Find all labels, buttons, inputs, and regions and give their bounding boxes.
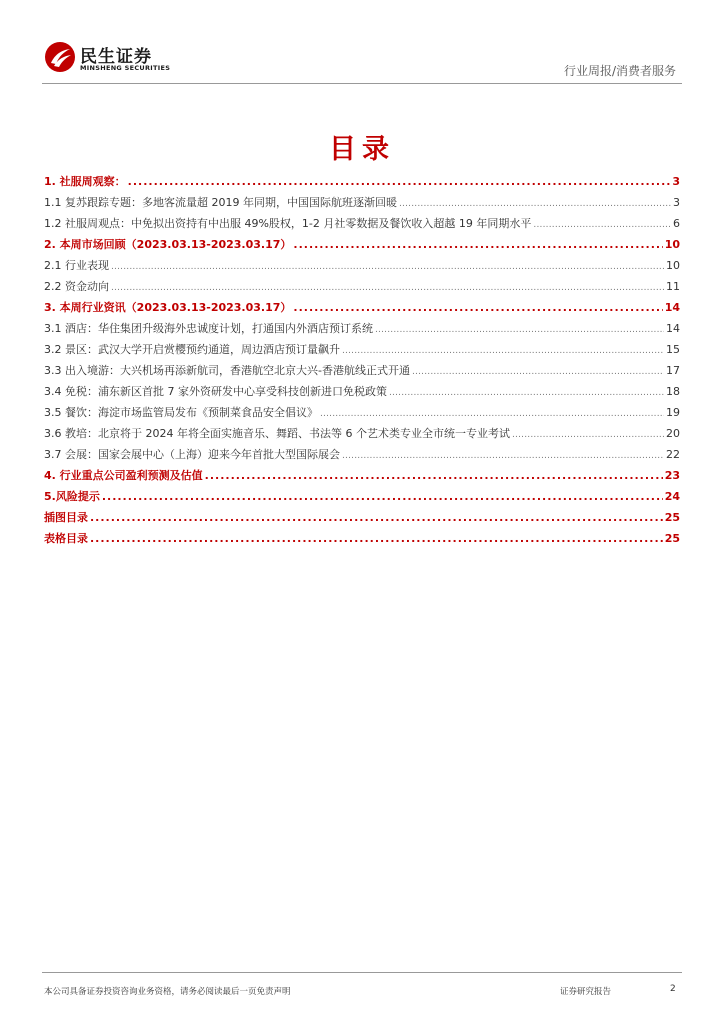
toc-entry-page: 24 — [664, 490, 680, 503]
logo-text-cn: 民生证券 — [80, 47, 152, 67]
toc-entry-title: 2.1 行业表现 — [44, 259, 109, 272]
footer-disclaimer: 本公司具备证券投资咨询业务资格，请务必阅读最后一页免责声明 — [44, 987, 291, 997]
toc-entry[interactable] — [44, 444, 680, 465]
toc-entry-title: 1.1 复苏跟踪专题：多地客流量超 2019 年同期，中国国际航班逐渐回暖 — [44, 196, 397, 209]
toc-entry-title: 2. 本周市场回顾（2023.03.13-2023.03.17） — [44, 238, 292, 251]
toc-entry-page: 10 — [666, 259, 680, 272]
toc-entry-page: 19 — [666, 406, 680, 419]
toc-entry[interactable] — [44, 360, 680, 381]
toc-dot-leader — [342, 446, 664, 467]
toc-entry-page: 25 — [664, 511, 680, 524]
toc-entry[interactable] — [44, 234, 680, 255]
logo-text-en: MINSHENG SECURITIES — [80, 64, 171, 72]
toc-entry[interactable] — [44, 465, 680, 486]
report-category: 行业周报/消费者服务 — [563, 64, 676, 78]
footer-report-type: 证券研究报告 — [560, 987, 612, 997]
toc-dot-leader — [293, 297, 662, 318]
toc-dot-leader — [389, 383, 664, 404]
toc-entry[interactable] — [44, 528, 680, 549]
toc-entry-title: 1. 社服周观察： — [44, 175, 126, 188]
toc-entry-title: 插图目录 — [44, 511, 88, 524]
toc-entry[interactable] — [44, 339, 680, 360]
toc-dot-leader — [375, 320, 664, 341]
toc-entry[interactable] — [44, 276, 680, 297]
toc-entry[interactable] — [44, 297, 680, 318]
toc-dot-leader — [128, 171, 671, 192]
page-title: 目录 — [329, 134, 395, 165]
toc-entry[interactable] — [44, 423, 680, 444]
page-number: 2 — [670, 984, 676, 994]
toc-entry-title: 3.7 会展：国家会展中心（上海）迎来今年首批大型国际展会 — [44, 448, 340, 461]
toc-entry[interactable] — [44, 486, 680, 507]
toc-entry-page: 17 — [666, 364, 680, 377]
toc-entry[interactable] — [44, 192, 680, 213]
toc-entry[interactable] — [44, 507, 680, 528]
toc-entry-title: 3.6 教培：北京将于 2024 年将全面实施音乐、舞蹈、书法等 6 个艺术类专业全市统一专业考试 — [44, 427, 510, 440]
company-logo — [44, 41, 176, 77]
toc-dot-leader — [111, 278, 664, 299]
toc-entry-page: 22 — [666, 448, 680, 461]
minsheng-logo-icon — [44, 41, 76, 73]
toc-dot-leader — [293, 234, 662, 255]
toc-entry-title: 3.5 餐饮：海淀市场监管局发布《预制菜食品安全倡议》 — [44, 406, 318, 419]
toc-entry-title: 3.2 景区：武汉大学开启赏樱预约通道，周边酒店预订量飙升 — [44, 343, 340, 356]
toc-entry[interactable] — [44, 318, 680, 339]
toc-entry-page: 23 — [664, 469, 680, 482]
toc-entry-title: 3.3 出入境游：大兴机场再添新航司，香港航空北京大兴-香港航线正式开通 — [44, 364, 410, 377]
toc-entry-page: 3 — [673, 196, 680, 209]
toc-dot-leader — [90, 528, 663, 549]
toc-entry-title: 4. 行业重点公司盈利预测及估值 — [44, 469, 203, 482]
page-header — [0, 0, 724, 86]
toc-dot-leader — [320, 404, 664, 425]
toc-entry-page: 20 — [666, 427, 680, 440]
toc-dot-leader — [111, 257, 664, 278]
toc-entry-page: 15 — [666, 343, 680, 356]
toc-dot-leader — [102, 486, 663, 507]
toc-dot-leader — [342, 341, 664, 362]
toc-entry-page: 11 — [666, 280, 680, 293]
toc-entry[interactable] — [44, 402, 680, 423]
toc-dot-leader — [205, 465, 663, 486]
toc-dot-leader — [512, 425, 664, 446]
header-divider — [42, 83, 682, 84]
toc-entry-title: 3.1 酒店：华住集团升级海外忠诚度计划，打通国内外酒店预订系统 — [44, 322, 373, 335]
toc-entry-title: 3.4 免税：浦东新区首批 7 家外资研发中心享受科技创新进口免税政策 — [44, 385, 387, 398]
toc-entry-title: 2.2 资金动向 — [44, 280, 109, 293]
toc-entry[interactable] — [44, 255, 680, 276]
toc-dot-leader — [399, 194, 671, 215]
toc-entry-page: 25 — [664, 532, 680, 545]
toc-entry-title: 3. 本周行业资讯（2023.03.13-2023.03.17） — [44, 301, 292, 314]
toc-entry[interactable] — [44, 213, 680, 234]
toc-entry-title: 表格目录 — [44, 532, 88, 545]
toc-entry-page: 3 — [672, 175, 680, 188]
toc-entry-page: 14 — [664, 301, 680, 314]
toc-dot-leader — [412, 362, 664, 383]
toc-entry-page: 18 — [666, 385, 680, 398]
table-of-contents — [44, 171, 680, 549]
toc-entry-page: 10 — [664, 238, 680, 251]
footer-divider — [42, 972, 682, 973]
toc-entry[interactable] — [44, 171, 680, 192]
toc-dot-leader — [90, 507, 663, 528]
toc-entry-title: 5.风险提示 — [44, 490, 100, 503]
toc-entry-title: 1.2 社服周观点：中免拟出资持有中出服 49%股权，1-2 月社零数据及餐饮收入超越 19 年同期水平 — [44, 217, 532, 230]
toc-dot-leader — [533, 215, 671, 236]
toc-entry-page: 14 — [666, 322, 680, 335]
toc-entry-page: 6 — [673, 217, 680, 230]
toc-entry[interactable] — [44, 381, 680, 402]
